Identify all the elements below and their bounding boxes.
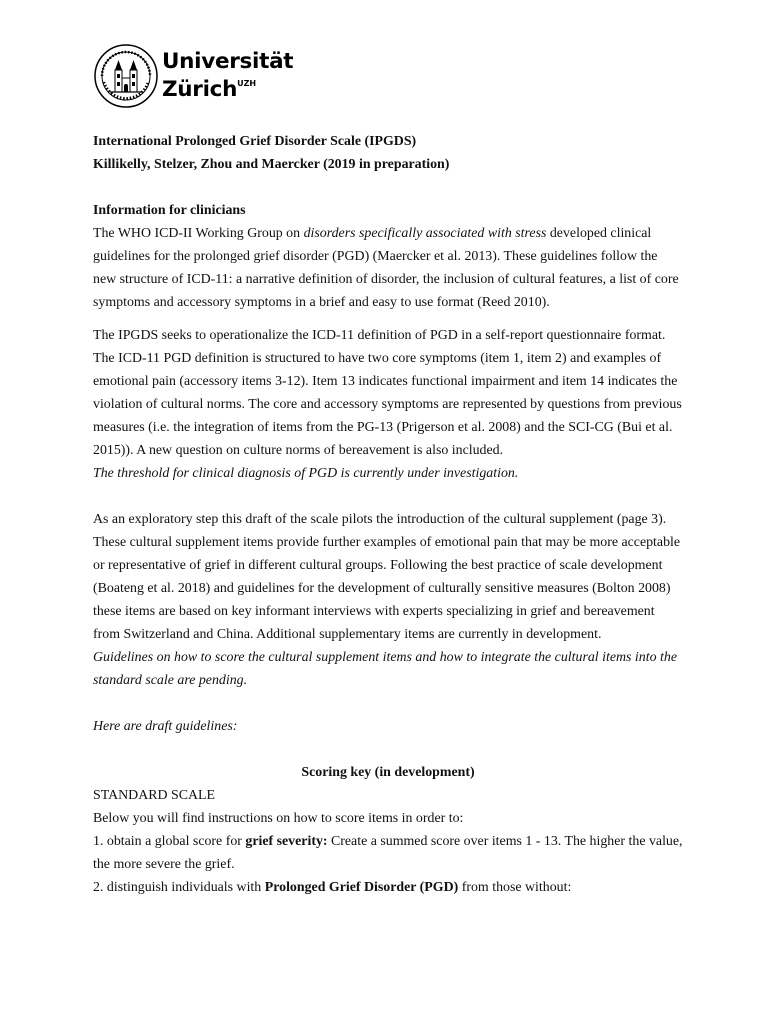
- university-name-line2: Zürich$^{UZH}$: [162, 77, 257, 103]
- scoring-item-2: 2. distinguish individuals with Prolonged Grief Disorder (PGD) from those without:: [93, 880, 572, 895]
- university-name-line1: Universität: [162, 49, 294, 74]
- section-heading-clinicians: Information for clinicians: [93, 203, 246, 218]
- paragraph-cultural-supplement: As an exploratory step this draft of the scale pilots the introduction of the cultural supplement (page 3). These cultural supplement items provide further examples of emotional pain that may be more acceptable or representative of grief in different cultural groups. Following the best practice of scale development (Boateng et al. 2018) and guidelines for the development of culturally sensitive measures (Bolton 2008) these items are based on key informant interviews with experts specializing in grief and bereavement from Switzerland and China. Additional supplementary items are currently in development. Guidelines on how to score the cultural supplement items and how to integrate the cultural items into the standard scale are pending.: [93, 512, 681, 688]
- document-title: International Prolonged Grief Disorder Scale (IPGDS): [93, 134, 417, 149]
- university-logo: [94, 44, 294, 110]
- threshold-note: The threshold for clinical diagnosis of PGD is currently under investigation.: [93, 466, 519, 481]
- draft-guidelines-label: Here are draft guidelines:: [93, 719, 238, 734]
- university-name: [162, 50, 293, 102]
- standard-scale-heading: STANDARD SCALE: [93, 788, 215, 803]
- document-authors: Killikelly, Stelzer, Zhou and Maercker (2019 in preparation): [93, 157, 450, 172]
- scoring-intro: Below you will find instructions on how to score items in order to:: [93, 811, 464, 826]
- university-abbrev: UZH: [237, 79, 257, 88]
- university-seal-icon: [94, 44, 158, 108]
- paragraph-who-guidelines: The WHO ICD-II Working Group on disorders specifically associated with stress developed clinical guidelines for the prolonged grief disorder (PGD) (Maercker et al. 2013). These guidelines follow the new structure of ICD-11: a narrative definition of disorder, the inclusion of cultural features, a list of core symptoms and accessory symptoms in a brief and easy to use format (Reed 2010).: [93, 226, 679, 310]
- paragraph-ipgds-operationalize: The IPGDS seeks to operationalize the ICD-11 definition of PGD in a self-report questionnaire format. The ICD-11 PGD definition is structured to have two core symptoms (item 1, item 2) and examples of emotional pain (accessory items 3-12). Item 13 indicates functional impairment and item 14 indicates the violation of cultural norms. The core and accessory symptoms are represented by questions from previous measures (i.e. the integration of items from the PG-13 (Prigerson et al. 2008) and the SCI-CG (Bui et al. 2015)). A new question on culture norms of bereavement is also included. The threshold for clinical diagnosis of PGD is currently under investigation.: [93, 328, 682, 481]
- document-body: [93, 130, 683, 899]
- scoring-item-1: 1. obtain a global score for grief severity: Create a summed score over items 1 - 13. The higher the value, the more severe the grief.: [93, 834, 683, 872]
- scoring-key-heading: Scoring key (in development): [301, 765, 475, 780]
- pending-guidelines-note: Guidelines on how to score the cultural supplement items and how to integrate the cultural items into the standard scale are pending.: [93, 650, 677, 688]
